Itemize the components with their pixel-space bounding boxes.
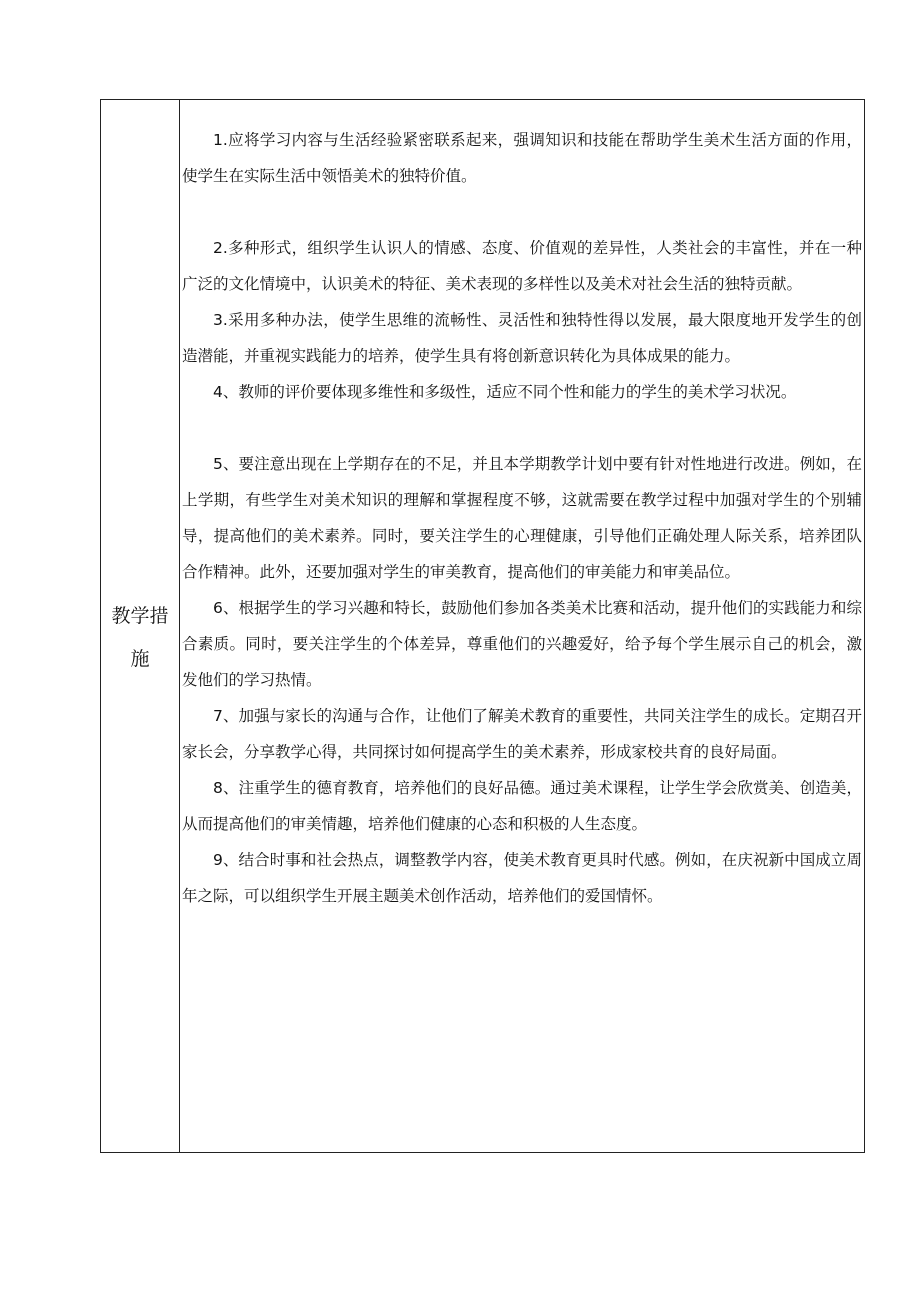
measure-paragraph-7: 7、加强与家长的沟通与合作，让他们了解美术教育的重要性，共同关注学生的成长。定期召开家长会，分享教学心得，共同探讨如何提高学生的美术素养，形成家校共育的良好局面。 <box>182 707 862 761</box>
measure-paragraph-3: 3.采用多种办法，使学生思维的流畅性、灵活性和独特性得以发展，最大限度地开发学生的创造潜能，并重视实践能力的培养，使学生具有将创新意识转化为具体成果的能力。 <box>182 311 862 365</box>
measure-paragraph-5: 5、要注意出现在上学期存在的不足，并且本学期教学计划中要有针对性地进行改进。例如，在上学期，有些学生对美术知识的理解和掌握程度不够，这就需要在教学过程中加强对学生的个别辅导，提高他们的美术素养。同时，要关注学生的心理健康，引导他们正确处理人际关系，培养团队合作精神。此外，还要加强对学生的审美教育，提高他们的审美能力和审美品位。 <box>182 455 862 581</box>
content-cell <box>180 100 864 1152</box>
blank-line <box>182 410 862 446</box>
measure-paragraph-2: 2.多种形式，组织学生认识人的情感、态度、价值观的差异性，人类社会的丰富性，并在一种广泛的文化情境中，认识美术的特征、美术表现的多样性以及美术对社会生活的独特贡献。 <box>182 239 862 293</box>
row-label: 教学措施 <box>111 605 169 670</box>
measure-paragraph-8: 8、注重学生的德育教育，培养他们的良好品德。通过美术课程，让学生学会欣赏美、创造美，从而提高他们的审美情趣，培养他们健康的心态和积极的人生态度。 <box>182 779 862 833</box>
measure-paragraph-4: 4、教师的评价要体现多维性和多级性，适应不同个性和能力的学生的美术学习状况。 <box>213 383 797 401</box>
measure-paragraph-6: 6、根据学生的学习兴趣和特长，鼓励他们参加各类美术比赛和活动，提升他们的实践能力和综合素质。同时，要关注学生的个体差异，尊重他们的兴趣爱好，给予每个学生展示自己的机会，激发他们的学习热情。 <box>182 599 862 689</box>
label-cell <box>101 100 180 1152</box>
measure-paragraph-9: 9、结合时事和社会热点，调整教学内容，使美术教育更具时代感。例如，在庆祝新中国成立周年之际，可以组织学生开展主题美术创作活动，培养他们的爱国情怀。 <box>182 851 862 905</box>
blank-line <box>182 194 862 230</box>
teaching-measures-table <box>100 99 865 1153</box>
measure-paragraph-1: 1.应将学习内容与生活经验紧密联系起来，强调知识和技能在帮助学生美术生活方面的作用，使学生在实际生活中领悟美术的独特价值。 <box>182 131 862 185</box>
